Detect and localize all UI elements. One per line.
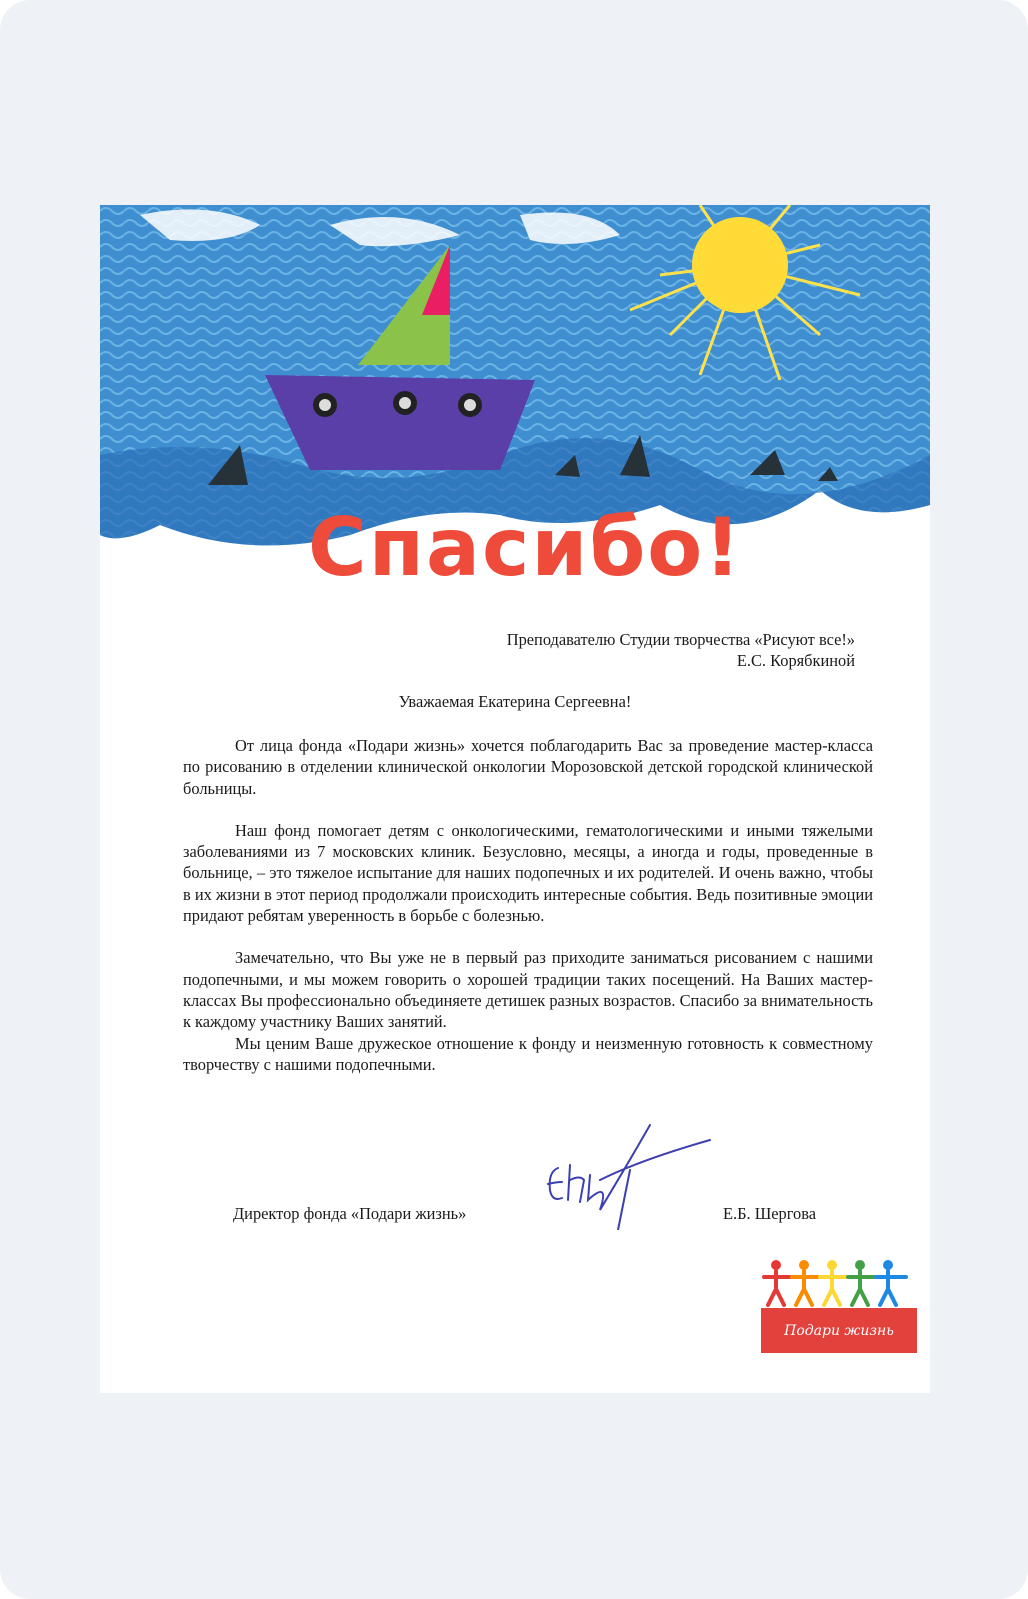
letter-page [100, 205, 930, 1393]
svg-text:Спасибо!: Спасибо! [308, 501, 743, 594]
signature [540, 1120, 740, 1230]
signatory-title: Директор фонда «Подари жизнь» [233, 1204, 467, 1223]
paragraph-1: От лица фонда «Подари жизнь» хочется поблагодарить Вас за проведение мастер-класса по рисованию в отделении клинической онкологии Морозовской детской городской клинической больницы. [183, 736, 873, 798]
paragraph-2: Наш фонд помогает детям с онкологическими, гематологическими и иными тяжелыми заболеваниями из 7 московских клиник. Безусловно, месяцы, а иногда и годы, проведенные в больнице, – это тяжелое испытание для наших подопечных и их родителей. И очень важно, чтобы в их жизни в этот период продолжали происходить интересные события. Ведь позитивные эмоции придают ребятам уверенность в борьбе с болезнью. [183, 820, 873, 926]
salutation: Уважаемая Екатерина Сергеевна! [398, 692, 632, 711]
podari-zhizn-logo [758, 1257, 920, 1357]
addressee [507, 629, 855, 672]
addressee-line-2: Е.С. Корябкиной [736, 651, 855, 671]
logo-plate [761, 1308, 917, 1353]
paragraph-4: Мы ценим Ваше дружеское отношение к фонду и неизменную готовность к совместному творчеству с нашими подопечными. [183, 1033, 873, 1074]
signatory-name: Е.Б. Шергова [723, 1204, 817, 1223]
logo-text: Подари жизнь [784, 1323, 894, 1339]
paragraph-3: Замечательно, что Вы уже не в первый раз приходите заниматься рисованием с нашими подопечными, и мы можем говорить о хорошей традиции таких посещений. На Ваших мастер-классах Вы профессионально объединяете детишек разных возрастов. Спасибо за внимательность к каждому участнику Ваших занятий. [183, 948, 873, 1032]
addressee-line-1: Преподавателю Студии творчества «Рисуют все!» [506, 630, 855, 649]
thanks-headline [100, 205, 930, 605]
letter-body [183, 735, 873, 1075]
children-figures-icon [758, 1257, 920, 1309]
